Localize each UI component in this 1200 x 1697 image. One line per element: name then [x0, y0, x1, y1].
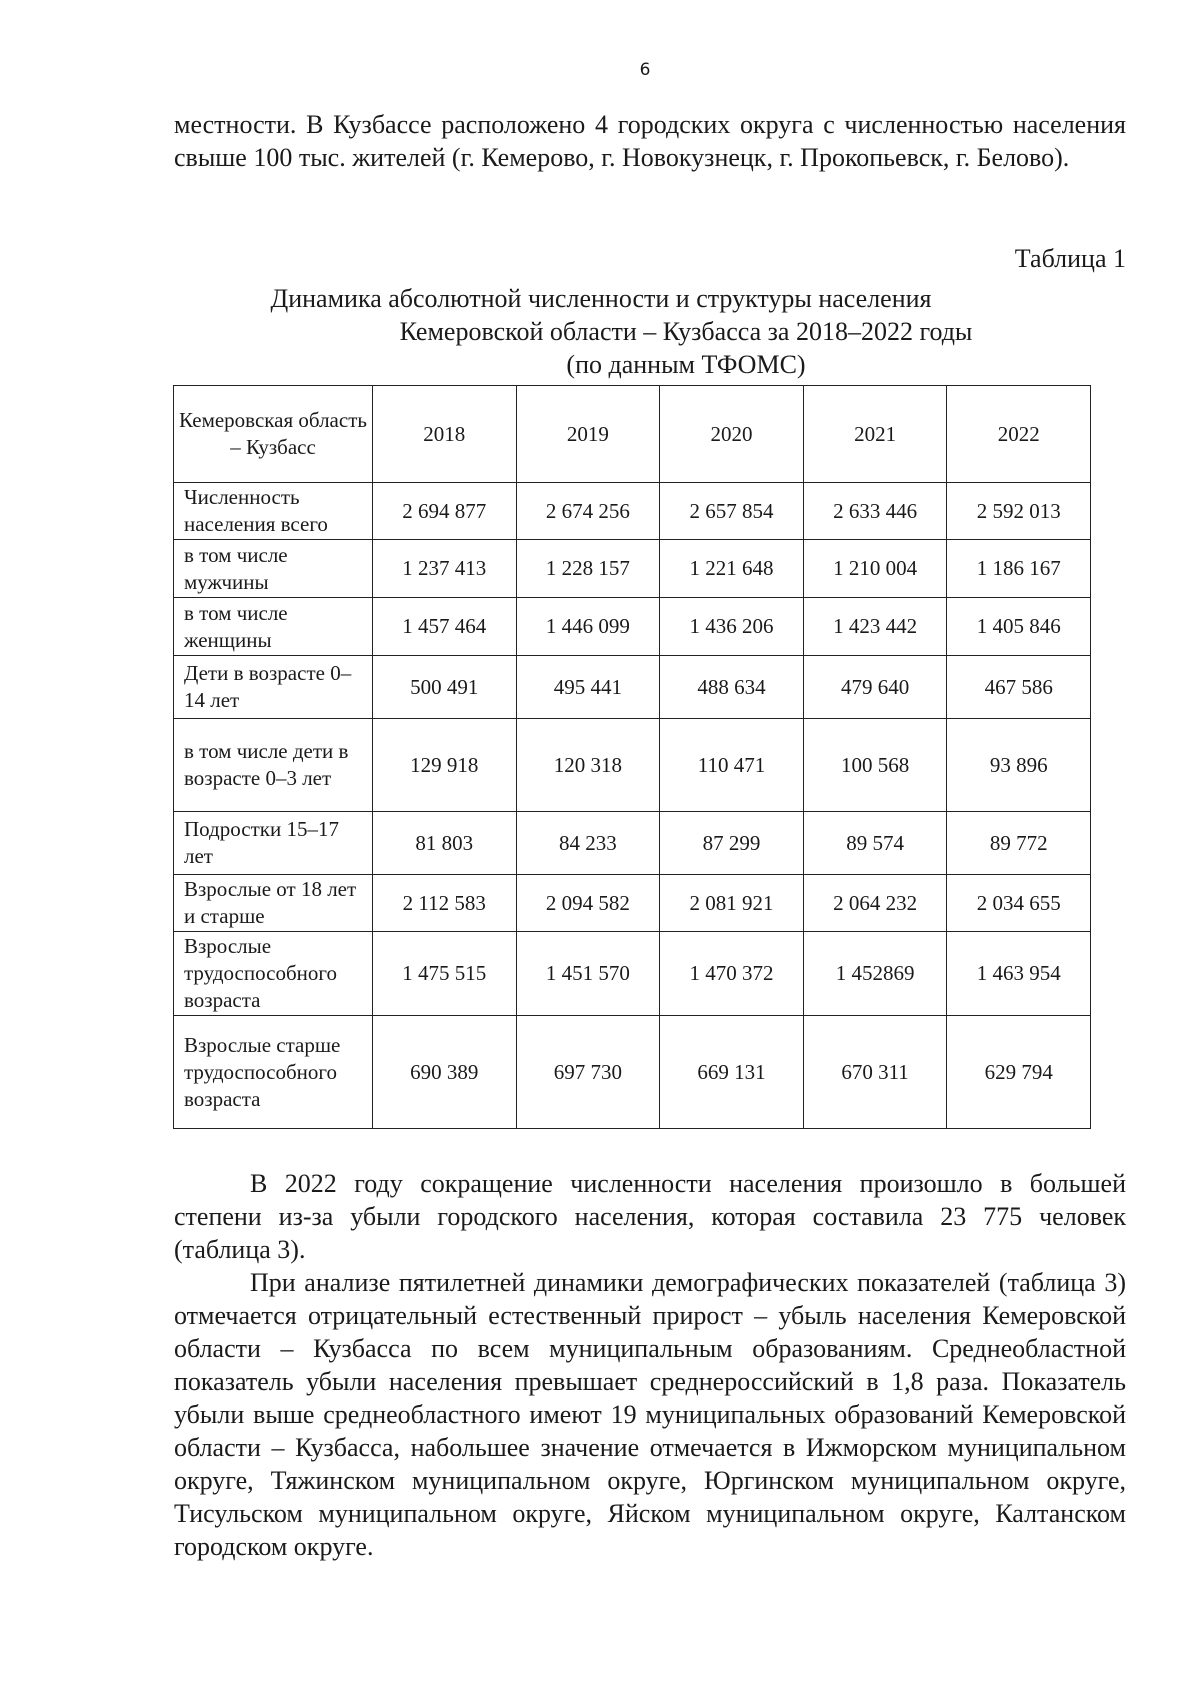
table-cell: 1 446 099: [516, 598, 660, 656]
table-cell: 500 491: [373, 656, 517, 719]
table-cell: 1 405 846: [947, 598, 1091, 656]
table-row: [174, 932, 1091, 1016]
table-cell: 670 311: [803, 1016, 947, 1129]
table-cell: 129 918: [373, 719, 517, 812]
table-cell: 89 772: [947, 812, 1091, 875]
table-cell: 1 210 004: [803, 540, 947, 598]
row-label: Взрослые старше трудоспособного возраста: [174, 1016, 373, 1129]
row-label: в том числе женщины: [174, 598, 373, 656]
table-cell: 2 081 921: [660, 875, 804, 932]
table-number: Таблица 1: [1014, 244, 1126, 273]
table-cell: 1 470 372: [660, 932, 804, 1016]
table-header-cell: 2022: [947, 386, 1091, 483]
table-header-row: [174, 386, 1091, 483]
table-cell: 93 896: [947, 719, 1091, 812]
table-cell: 1 423 442: [803, 598, 947, 656]
table-cell: 467 586: [947, 656, 1091, 719]
table-row: [174, 719, 1091, 812]
table-cell: 2 094 582: [516, 875, 660, 932]
paragraph-intro: местности. В Кузбассе расположено 4 городских округа с численностью населения свыше 100 тыс. жителей (г. Кемерово, г. Новокузнецк, г. Прокопьевск, г. Белово).: [174, 110, 1126, 172]
table-title: [174, 282, 1126, 381]
table-row: [174, 598, 1091, 656]
table-row: [174, 875, 1091, 932]
table-header-cell: Кемеровская область – Кузбасс: [174, 386, 373, 483]
paragraph-urban-decline: В 2022 году сокращение численности населения произошло в большей степени из-за убыли городского населения, которая составила 23 775 человек (таблица 3).: [174, 1169, 1126, 1264]
population-table: [173, 385, 1091, 1129]
table-row: [174, 656, 1091, 719]
table-cell: 2 694 877: [373, 483, 517, 540]
table-header-cell: 2021: [803, 386, 947, 483]
table-cell: 1 186 167: [947, 540, 1091, 598]
table-cell: 669 131: [660, 1016, 804, 1129]
table-cell: 1 463 954: [947, 932, 1091, 1016]
table-cell: 1 228 157: [516, 540, 660, 598]
table-cell: 84 233: [516, 812, 660, 875]
table-cell: 2 592 013: [947, 483, 1091, 540]
table-cell: 629 794: [947, 1016, 1091, 1129]
table-cell: 495 441: [516, 656, 660, 719]
table-header-cell: 2020: [660, 386, 804, 483]
table-cell: 100 568: [803, 719, 947, 812]
page-number: 6: [639, 60, 651, 80]
row-label: Взрослые трудоспособного возраста: [174, 932, 373, 1016]
table-cell: 120 318: [516, 719, 660, 812]
table-cell: 1 221 648: [660, 540, 804, 598]
table-cell: 1 457 464: [373, 598, 517, 656]
table-row: [174, 1016, 1091, 1129]
table-cell: 1 452869: [803, 932, 947, 1016]
row-label: Взрослые от 18 лет и старше: [174, 875, 373, 932]
table-cell: 2 064 232: [803, 875, 947, 932]
table-title-line-2: Кемеровской области – Кузбасса за 2018–2022 годы: [399, 317, 973, 346]
table-cell: 479 640: [803, 656, 947, 719]
row-label: в том числе дети в возрасте 0–3 лет: [174, 719, 373, 812]
table-title-line-1: Динамика абсолютной численности и структуры населения: [270, 284, 932, 313]
table-cell: 2 034 655: [947, 875, 1091, 932]
row-label: Численность населения всего: [174, 483, 373, 540]
row-label: в том числе мужчины: [174, 540, 373, 598]
table-row: [174, 540, 1091, 598]
table-title-line-3: (по данным ТФОМС): [566, 350, 806, 379]
table-cell: 1 436 206: [660, 598, 804, 656]
table-cell: 697 730: [516, 1016, 660, 1129]
table-cell: 81 803: [373, 812, 517, 875]
table-cell: 2 633 446: [803, 483, 947, 540]
table-cell: 488 634: [660, 656, 804, 719]
table-cell: 2 657 854: [660, 483, 804, 540]
table-row: [174, 483, 1091, 540]
table-cell: 1 451 570: [516, 932, 660, 1016]
table-cell: 2 112 583: [373, 875, 517, 932]
table-cell: 1 475 515: [373, 932, 517, 1016]
row-label: Дети в возрасте 0–14 лет: [174, 656, 373, 719]
table-cell: 690 389: [373, 1016, 517, 1129]
table-cell: 1 237 413: [373, 540, 517, 598]
table-header-cell: 2018: [373, 386, 517, 483]
table-row: [174, 812, 1091, 875]
table-header-cell: 2019: [516, 386, 660, 483]
table-cell: 2 674 256: [516, 483, 660, 540]
table-cell: 89 574: [803, 812, 947, 875]
table-cell: 87 299: [660, 812, 804, 875]
table-cell: 110 471: [660, 719, 804, 812]
paragraph-dynamics-analysis: При анализе пятилетней динамики демографических показателей (таблица 3) отмечается отрицательный естественный прирост – убыль населения Кемеровской области – Кузбасса по всем муниципальным образованиям. Среднеобластной показатель убыли населения превышает среднероссийский в 1,8 раза. Показатель убыли выше среднеобластного имеют 19 муниципальных образований Кемеровской области – Кузбасса, набольшее значение отмечается в Ижморском муниципальном округе, Тяжинском муниципальном округе, Юргинском муниципальном округе, Тисульском муниципальном округе, Яйском муниципальном округе, Калтанском городском округе.: [174, 1268, 1126, 1561]
row-label: Подростки 15–17 лет: [174, 812, 373, 875]
